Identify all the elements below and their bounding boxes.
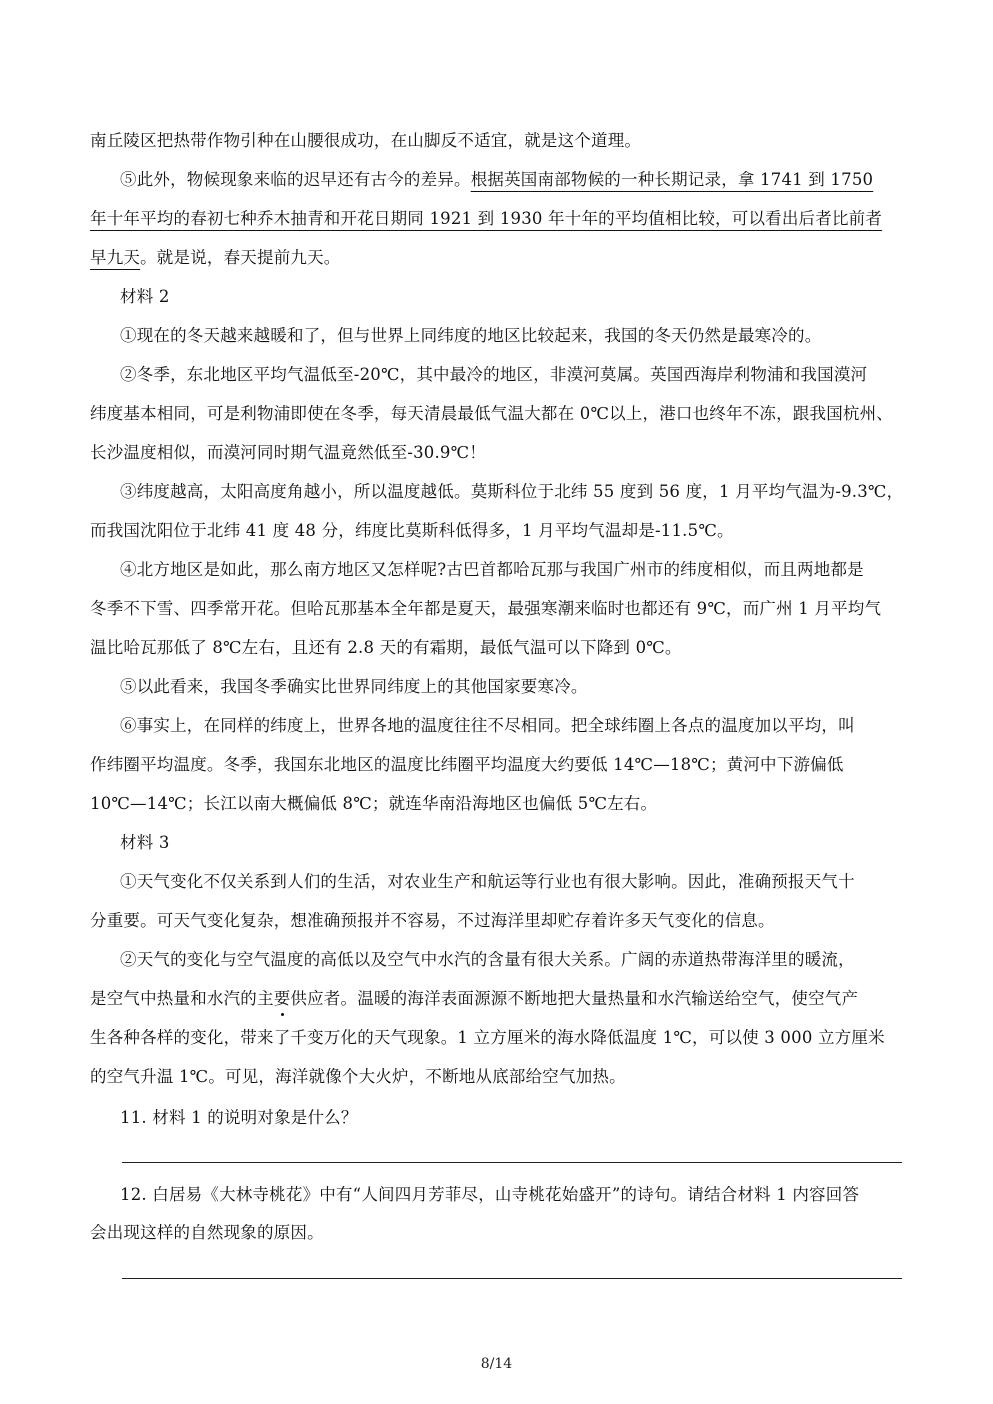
material2-paragraph-3-line2: 而我国沈阳位于北纬 41 度 48 分，纬度比莫斯科低得多，1 月平均气温却是-11.5℃。 — [90, 521, 734, 540]
material2-paragraph-4-line3: 温比哈瓦那低了 8℃左右，且还有 2.8 天的有霜期，最低气温可以下降到 0℃。 — [90, 638, 682, 657]
material2-paragraph-5: ⑤以此看来，我国冬季确实比世界同纬度上的其他国家要寒冷。 — [120, 677, 588, 696]
material2-paragraph-6: ⑥事实上，在同样的纬度上，世界各地的温度往往不尽相同。把全球纬圈上各点的温度加以平均，叫 — [120, 716, 855, 735]
material3-title: 材料 3 — [120, 833, 170, 852]
material3-paragraph-2-line3: 生各种各样的变化，带来了千变万化的天气现象。1 立方厘米的海水降低温度 1℃，可以使 3 000 立方厘米 — [90, 1028, 885, 1047]
material3-paragraph-2-line2 — [90, 988, 905, 1010]
page-number: 8/14 — [480, 1356, 513, 1372]
p2b-pre: 是空气中热量和水汽的主 — [90, 989, 274, 1008]
material3-paragraph-1-line2: 分重要。可天气变化复杂，想准确预报并不容易，不过海洋里却贮存着许多天气变化的信息。 — [90, 911, 775, 930]
material1-paragraph-5-line3 — [90, 247, 905, 269]
p5-underlined-2: 年十年平均的春初七种乔木抽青和开花日期同 1921 到 1930 年十年的平均值相比较，可以看出后者比前者 — [90, 209, 883, 228]
material2-title: 材料 2 — [120, 287, 170, 306]
question-11: 11. 材料 1 的说明对象是什么？ — [120, 1108, 358, 1127]
material2-paragraph-1: ①现在的冬天越来越暖和了，但与世界上同纬度的地区比较起来，我国的冬天仍然是最寒冷的。 — [120, 326, 822, 345]
p5-underlined-3: 早九天 — [90, 248, 141, 267]
p2b-post: 供应者。温暖的海洋表面源源不断地把大量热量和水汽输送给空气，使空气产 — [290, 989, 859, 1008]
material2-paragraph-4-line2: 冬季不下雪、四季常开花。但哈瓦那基本全年都是夏天，最强寒潮来临时也都还有 9℃，而广州 1 月平均气 — [90, 599, 882, 618]
question-12-line2: 会出现这样的自然现象的原因。 — [90, 1223, 324, 1242]
paragraph-continuation: 南丘陵区把热带作物引种在山腰很成功，在山脚反不适宜，就是这个道理。 — [90, 131, 642, 150]
p5-tail: 。就是说，春天提前九天。 — [140, 248, 341, 267]
material2-paragraph-6-line3: 10℃—14℃；长江以南大概偏低 8℃；就连华南沿海地区也偏低 5℃左右。 — [90, 794, 658, 813]
material2-paragraph-4: ④北方地区是如此，那么南方地区又怎样呢?古巴首都哈瓦那与我国广州市的纬度相似，而且两地都是 — [120, 560, 864, 579]
material2-paragraph-2-line2: 纬度基本相同，可是利物浦即使在冬季，每天清晨最低气温大都在 0℃以上，港口也终年不冻，跟我国杭州、 — [90, 404, 894, 423]
material2-paragraph-2-line3: 长沙温度相似，而漠河同时期气温竟然低至-30.9℃！ — [90, 443, 486, 462]
emphasis-dot-char: 要 — [273, 989, 291, 1008]
p5-underlined-1: 根据英国南部物候的一种长期记录，拿 1741 到 1750 — [470, 170, 874, 189]
p5-lead: ⑤此外，物候现象来临的迟早还有古今的差异。 — [120, 170, 471, 189]
material3-paragraph-1: ①天气变化不仅关系到人们的生活，对农业生产和航运等行业也有很大影响。因此，准确预报天气十 — [120, 872, 855, 891]
material3-paragraph-2-line4: 的空气升温 1℃。可见，海洋就像个大火炉，不断地从底部给空气加热。 — [90, 1067, 626, 1086]
material2-paragraph-3: ③纬度越高，太阳高度角越小，所以温度越低。莫斯科位于北纬 55 度到 56 度，1 月平均气温为-9.3℃， — [120, 482, 904, 501]
answer-line-11[interactable] — [122, 1162, 902, 1163]
material1-paragraph-5-line2 — [90, 208, 905, 230]
material2-paragraph-2: ②冬季，东北地区平均气温低至-20℃，其中最冷的地区，非漠河莫属。英国西海岸利物浦和我国漠河 — [120, 365, 868, 384]
material2-paragraph-6-line2: 作纬圈平均温度。冬季，我国东北地区的温度比纬圈平均温度大约要低 14℃—18℃；黄河中下游偏低 — [90, 755, 844, 774]
material1-paragraph-5 — [120, 169, 905, 191]
question-12: 12. 白居易《大林寺桃花》中有“人间四月芳菲尽，山寺桃花始盛开”的诗句。请结合材料 1 内容回答 — [120, 1185, 860, 1204]
answer-line-12[interactable] — [122, 1278, 902, 1279]
material3-paragraph-2: ②天气的变化与空气温度的高低以及空气中水汽的含量有很大关系。广阔的赤道热带海洋里的暖流， — [120, 950, 855, 969]
